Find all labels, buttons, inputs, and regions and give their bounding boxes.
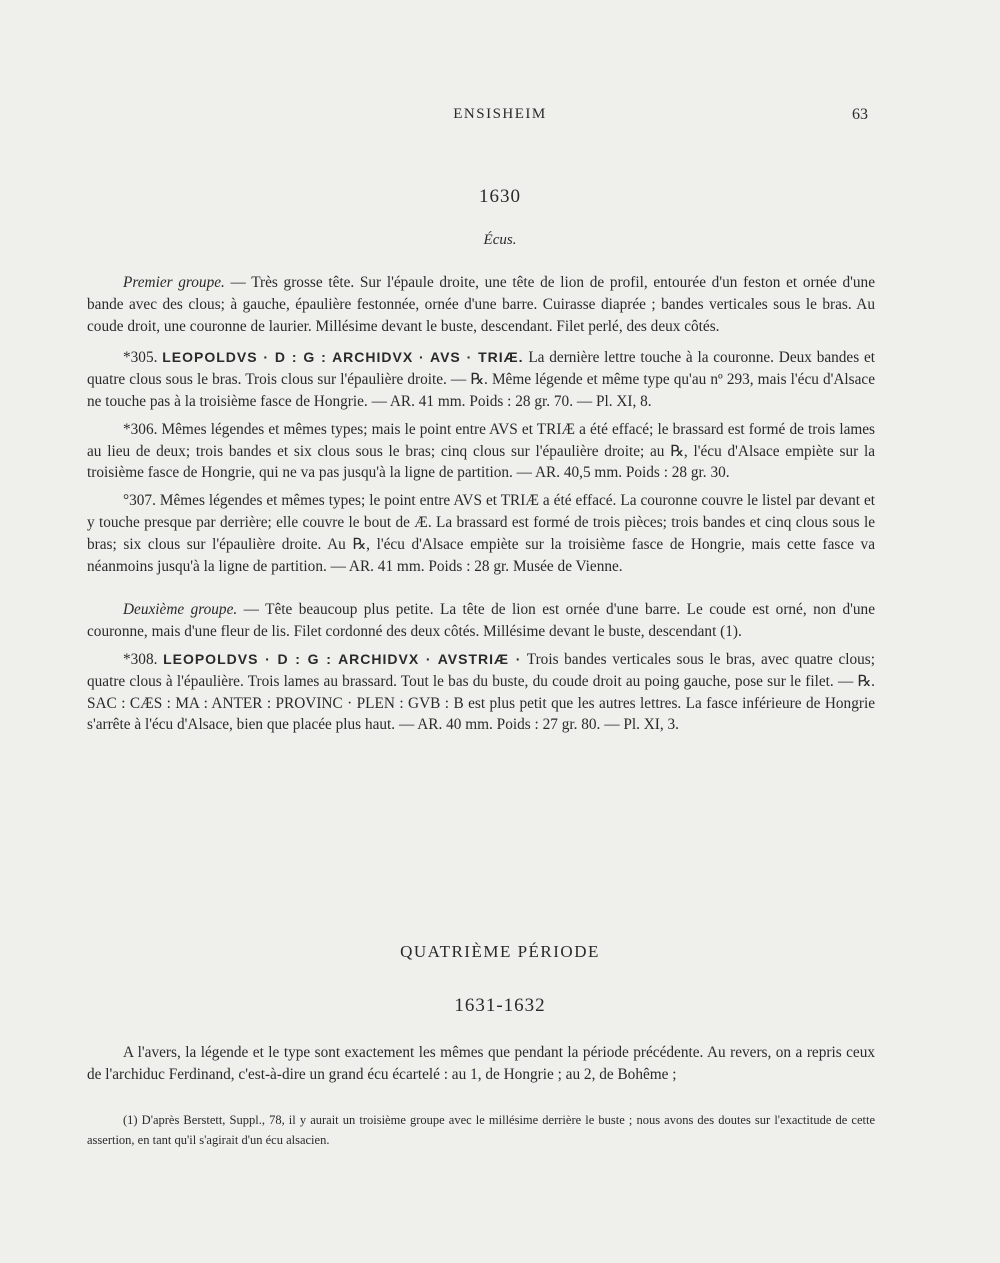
section-title-quatrieme-periode: QUATRIÈME PÉRIODE bbox=[400, 942, 600, 961]
entry-number: *308. bbox=[123, 650, 158, 668]
coin-legend: LEOPOLDVS · D : G : ARCHIDVX · AVS · TRIÆ. bbox=[162, 349, 524, 366]
entry-number: *306. bbox=[123, 420, 158, 438]
year-range-heading: 1631-1632 bbox=[454, 995, 546, 1016]
entry-305: *305. LEOPOLDVS · D : G : ARCHIDVX · AVS · TRIÆ. La dernière lettre touche à la couronne. Deux bandes et quatre clous sous le bras. Trois clous sur l'épaulière droite. — ℞. Même légende et même type qu'au nº 293, mais l'écu d'Alsace ne touche pas à la troisième fasce de Hongrie. — AR. 41 mm. Poids : 28 gr. 70. — Pl. XI, 8. bbox=[87, 349, 875, 410]
page-number: 63 bbox=[852, 106, 868, 123]
group-label: Deuxième groupe. bbox=[123, 601, 238, 619]
coin-legend: LEOPOLDVS · D : G : ARCHIDVX · AVSTRIÆ · bbox=[163, 650, 522, 667]
footnote bbox=[87, 1110, 875, 1150]
paragraph-premier-groupe: Premier groupe. — Très grosse tête. Sur l'épaule droite, une tête de lion de profil, entourée d'un feston et ornée d'une bande avec des clous; à gauche, épaulière festonnée, ornée d'une barre. Cuirasse diaprée ; bandes verticales sous le bras. Au coude droit, une couronne de laurier. Millésime devant le buste, descendant. Filet perlé, des deux côtés. bbox=[87, 274, 875, 335]
entry-308: *308. LEOPOLDVS · D : G : ARCHIDVX · AVSTRIÆ · Trois bandes verticales sous le bras, avec quatre clous; quatre clous à l'épaulière. Trois lames au brassard. Tout le bas du buste, du coude droit au poing gauche, pose sur le filet. — ℞. SAC : CÆS : MA : ANTER : PROVINC · PLEN : GVB : B est plus petit que les autres lettres. La fasce inférieure de Hongrie s'arrête à l'écu d'Alsace, bien que placée plus haut. — AR. 40 mm. Poids : 27 gr. 80. — Pl. XI, 3. bbox=[87, 650, 875, 734]
entry-306: *306. Mêmes légendes et mêmes types; mais le point entre AVS et TRIÆ a été effacé; le brassard est formé de trois lames au lieu de deux; trois bandes et six clous sous le bras; cinq clous sur l'épaulière droite; au ℞, l'écu d'Alsace empiète sur la troisième fasce de Hongrie, qui ne va pas jusqu'à la ligne de partition. — AR. 40,5 mm. Poids : 28 gr. 30. bbox=[87, 420, 875, 482]
section-1630-body bbox=[87, 272, 875, 742]
paragraph-quatrieme: A l'avers, la légende et le type sont exactement les mêmes que pendant la période précédente. Au revers, on a repris ceux de l'archiduc Ferdinand, c'est-à-dire un grand écu écartelé : au 1, de Hongrie ; au 2, de Bohême ; bbox=[87, 1044, 875, 1083]
group-label: Premier groupe. bbox=[123, 274, 225, 291]
entry-307: °307. Mêmes légendes et mêmes types; le point entre AVS et TRIÆ a été effacé. La couronne couvre le listel par devant et y touche presque par derrière; elle couvre le bout de Æ. La brassard est formé de trois pièces; trois bandes et cinq clous sous le bras; six clous sur l'épaulière droite. Au ℞, l'écu d'Alsace empiète sur la troisième fasce de Hongrie, mais cette fasce va néanmoins jusqu'à la ligne de partition. — AR. 41 mm. Poids : 28 gr. Musée de Vienne. bbox=[87, 492, 875, 575]
paragraph-deuxieme-groupe: Deuxième groupe. — Tête beaucoup plus petite. La tête de lion est ornée d'une barre. Le coude est orné, non d'une couronne, mais d'une fleur de lis. Filet cordonné des deux côtés. Millésime devant le buste, descendant (1). bbox=[87, 601, 876, 641]
entry-number: *305. bbox=[123, 349, 158, 367]
year-heading-1630: 1630 bbox=[479, 186, 521, 207]
section-quatrieme-body bbox=[87, 1042, 875, 1096]
running-title: ENSISHEIM bbox=[453, 106, 547, 122]
entry-number: °307. bbox=[123, 492, 156, 510]
subheading-ecus: Écus. bbox=[483, 232, 517, 248]
footnote-text: (1) D'après Berstett, Suppl., 78, il y aurait un troisième groupe avec le millésime derrière le buste ; nous avons des doutes sur l'exactitude de cette assertion, en tant qu'il s'agirait d'un écu alsacien. bbox=[87, 1113, 875, 1147]
